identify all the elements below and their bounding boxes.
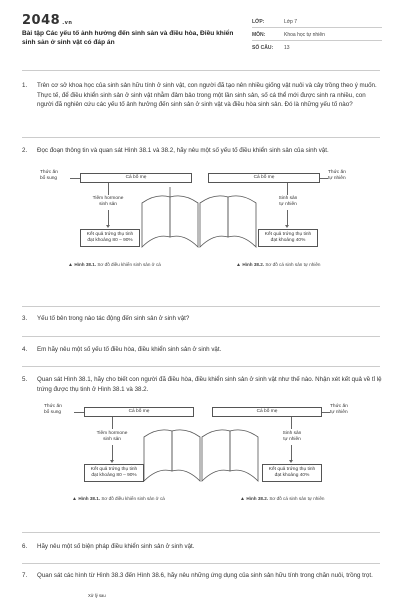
page-header: 2048 .vn Bài tập Các yếu tố ảnh hưởng đến sinh sản và điều hòa, Điều khiển sinh sản ở sinh vật có đáp án LỚP: Lớp 7 MÔN: Khoa học tự nhiên SỐ CÂU: 13 — [0, 0, 400, 62]
mid-label-hormone: Tiêm hormone sinh sản — [92, 196, 124, 207]
open-book-icon — [198, 183, 260, 249]
top-box-fish: Cá bố mẹ — [208, 173, 320, 183]
arrow-down-icon — [289, 460, 293, 463]
figure-caption-38-1: ▲ Hình 38.1. Sơ đồ điều khiển sinh sản ở cá — [72, 496, 165, 502]
question-separator — [22, 336, 380, 337]
connector — [112, 417, 113, 429]
question-separator — [22, 306, 380, 307]
top-box-fish: Cá bố mẹ — [84, 407, 194, 417]
connector — [322, 412, 330, 413]
question-separator — [22, 366, 380, 367]
question-separator — [22, 563, 380, 564]
question-separator — [22, 532, 380, 533]
result-box-40: Kết quả trứng thụ tinh đạt khoảng 40% — [258, 229, 318, 247]
page-title: Bài tập Các yếu tố ảnh hưởng đến sinh sản và điều hòa, Điều khiển sinh sản ở sinh vật có đáp án — [22, 30, 234, 46]
arrow-down-icon — [285, 225, 289, 228]
result-box-40: Kết quả trứng thụ tinh đạt khoảng 40% — [262, 464, 322, 482]
side-label-food: Thức ăn bổ sung — [40, 170, 58, 181]
mid-label-natural: Sinh sản tự nhiên — [282, 431, 302, 442]
arrow-down-icon — [106, 225, 110, 228]
open-book-icon — [140, 183, 202, 249]
mid-label-hormone: Tiêm hormone sinh sản — [96, 431, 128, 442]
side-label-food: Thức ăn bổ sung — [44, 404, 62, 415]
header-separator — [22, 70, 380, 71]
connector — [108, 210, 109, 226]
connector — [108, 183, 109, 195]
figure-caption-38-2: ▲ Hình 38.2. Sơ đồ cá sinh sản tự nhiên — [236, 262, 321, 268]
connector — [74, 412, 84, 413]
result-box-80-90: Kết quả trứng thụ tinh đạt khoảng 80 – 90% — [80, 229, 140, 247]
meta-divider — [252, 40, 382, 41]
open-book-icon — [200, 417, 262, 483]
side-label-natural-food: Thức ăn tự nhiên — [328, 170, 346, 181]
top-box-fish: Cá bố mẹ — [212, 407, 322, 417]
site-logo[interactable]: 2048 .vn — [22, 13, 73, 28]
result-box-80-90: Kết quả trứng thụ tinh đạt khoảng 80 – 90% — [84, 464, 144, 482]
arrow-down-icon — [110, 460, 114, 463]
connector — [287, 183, 288, 195]
figure-caption-38-2: ▲ Hình 38.2. Sơ đồ cá sinh sản tự nhiên — [240, 496, 325, 502]
connector — [112, 445, 113, 461]
figure-caption-38-1: ▲ Hình 38.1. Sơ đồ điều khiển sinh sản ở cá — [68, 262, 161, 268]
connector — [291, 445, 292, 461]
open-book-icon — [142, 417, 204, 483]
question-separator — [22, 137, 380, 138]
top-box-fish: Cá bố mẹ — [80, 173, 192, 183]
connector — [320, 178, 328, 179]
cut-off-figure-label: Xử lý sau — [88, 593, 106, 598]
side-label-natural-food: Thức ăn tự nhiên — [330, 404, 348, 415]
mid-label-natural: Sinh sản tự nhiên — [278, 196, 298, 207]
connector — [287, 210, 288, 226]
connector — [291, 417, 292, 429]
connector — [70, 178, 80, 179]
meta-divider — [252, 27, 382, 28]
